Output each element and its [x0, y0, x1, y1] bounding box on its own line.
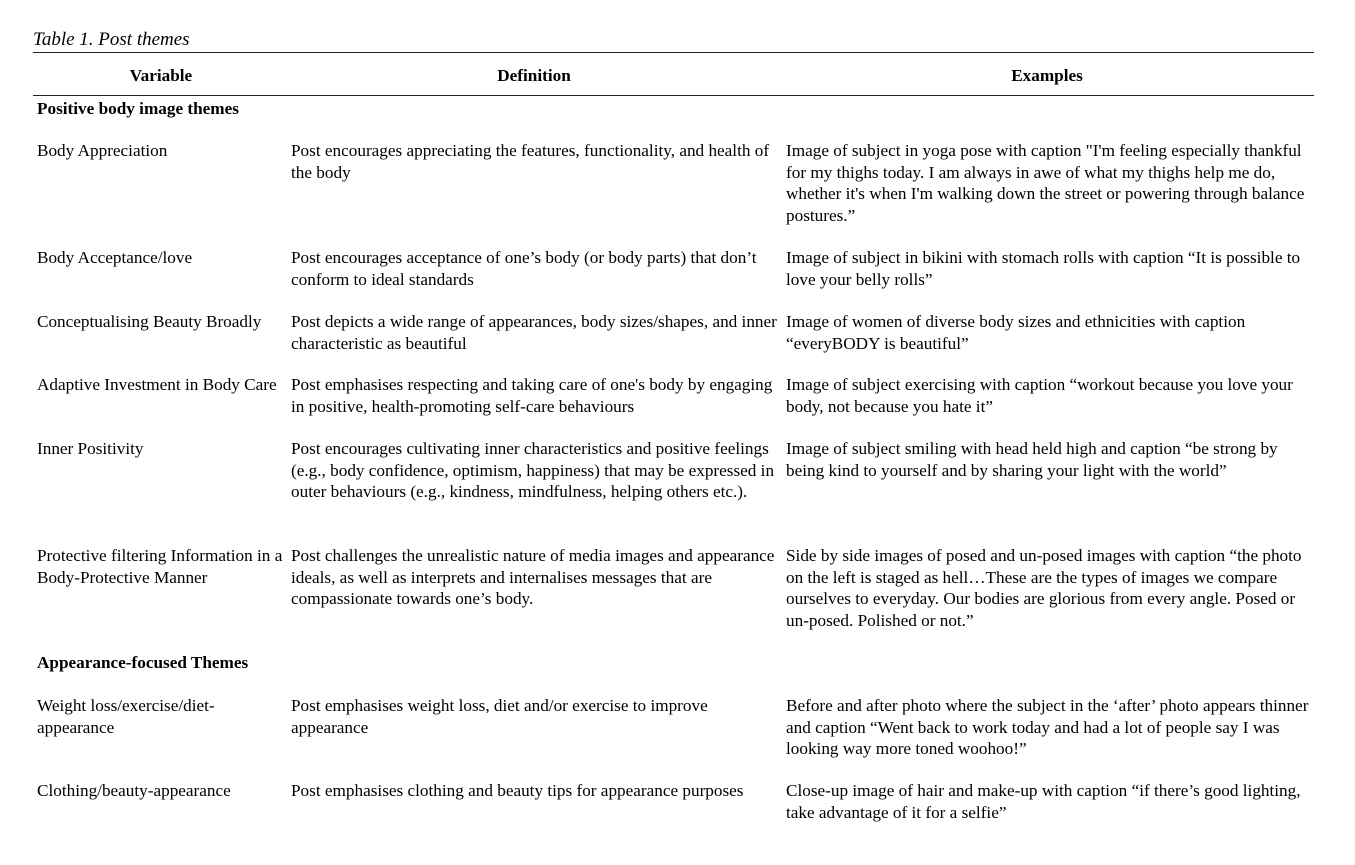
- section-title-positive: Positive body image themes: [37, 99, 239, 118]
- row-variable: Protective filtering Information in a Body-Protective Manner: [37, 546, 283, 587]
- row-variable: Clothing/beauty-appearance: [37, 781, 231, 800]
- row-definition: Post emphasises respecting and taking care of one's body by engaging in positive, health-promoting self-care behaviours: [291, 375, 773, 416]
- top-rule: [33, 52, 1314, 53]
- row-example: Image of women of diverse body sizes and ethnicities with caption “everyBODY is beautiful”: [786, 312, 1246, 353]
- row-example: Image of subject in bikini with stomach rolls with caption “It is possible to love your belly rolls”: [786, 248, 1301, 289]
- row-variable: Adaptive Investment in Body Care: [37, 375, 277, 394]
- row-variable: Conceptualising Beauty Broadly: [37, 312, 262, 331]
- table-caption: Table 1. Post themes: [33, 29, 190, 50]
- row-definition: Post encourages acceptance of one’s body (or body parts) that don’t conform to ideal standards: [291, 248, 757, 289]
- header-examples: Examples: [1011, 66, 1083, 85]
- row-definition: Post emphasises clothing and beauty tips for appearance purposes: [291, 781, 744, 800]
- row-example: Image of subject exercising with caption “workout because you love your body, not because you hate it”: [786, 375, 1293, 416]
- row-definition: Post encourages appreciating the features, functionality, and health of the body: [291, 141, 770, 182]
- header-definition: Definition: [497, 66, 571, 85]
- row-definition: Post depicts a wide range of appearances, body sizes/shapes, and inner characteristic as beautiful: [291, 312, 777, 353]
- row-definition: Post challenges the unrealistic nature of media images and appearance ideals, as well as interprets and internalises messages that are compassionate towards one’s body.: [291, 546, 775, 608]
- header-rule: [33, 95, 1314, 96]
- row-variable: Body Acceptance/love: [37, 248, 193, 267]
- row-definition: Post encourages cultivating inner characteristics and positive feelings (e.g., body confidence, optimism, happiness) that may be expressed in outer behaviours (e.g., kindness, mindfulness, helping others etc.).: [291, 439, 775, 501]
- row-definition: Post emphasises weight loss, diet and/or exercise to improve appearance: [291, 696, 708, 737]
- row-example: Before and after photo where the subject in the ‘after’ photo appears thinner and caption “Went back to work today and had a lot of people say I was looking way more toned woohoo!”: [786, 696, 1309, 758]
- row-variable: Inner Positivity: [37, 439, 144, 458]
- section-title-appearance: Appearance-focused Themes: [37, 653, 249, 672]
- row-example: Image of subject smiling with head held high and caption “be strong by being kind to yourself and by sharing your light with the world”: [786, 439, 1278, 480]
- row-example: Image of subject in yoga pose with caption "I'm feeling especially thankful for my thighs today. I am always in awe of what my thighs help me do, whether it's when I'm walking down the street or powering through balance postures.”: [786, 141, 1305, 225]
- row-example: Close-up image of hair and make-up with caption “if there’s good lighting, take advantage of it for a selfie”: [786, 781, 1301, 822]
- header-variable: Variable: [129, 66, 193, 85]
- row-variable: Weight loss/exercise/diet-appearance: [37, 696, 215, 737]
- row-example: Side by side images of posed and un-posed images with caption “the photo on the left is staged as hell…These are the types of images we compare ourselves to everyday. Our bodies are glorious from every angle. Posed or un-posed. Polished or not.”: [786, 546, 1302, 630]
- row-variable: Body Appreciation: [37, 141, 168, 160]
